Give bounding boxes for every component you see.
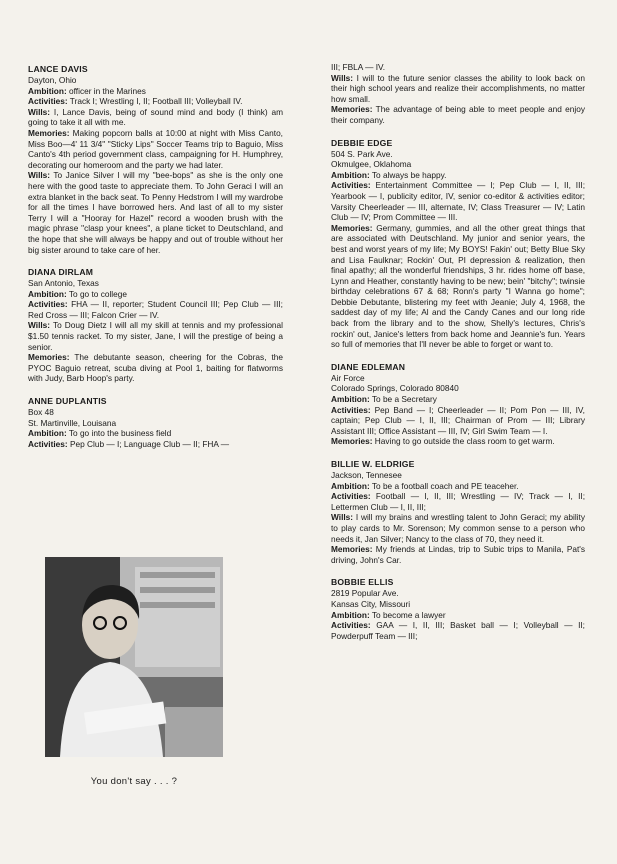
field-text: The debutante season, cheering for the Cobras, the PYOC Baguio retreat, scuba diving at Pool 1, baiting for flatworms with Judy, Barb Hoop's party. <box>28 352 283 384</box>
field-label: Activities: <box>28 299 68 310</box>
field-text: Entertainment Committee — I; Pep Club — I, II, III; Yearbook — I, publicity editor, IV, senior co-editor & activities editor; Varsity Cheerleader — III, alternate, IV; Class Treasurer — IV; Latin Club — IV; Prom Committee — III. <box>331 180 585 223</box>
field-text: GAA — I, II, III; Basket ball — I; Volleyball — II; Powderpuff Team — III; <box>331 620 585 641</box>
field-label: Wills: <box>28 320 51 331</box>
field-label: Memories: <box>28 127 70 138</box>
photo-illustration <box>45 557 223 757</box>
field-text: To go to college <box>66 288 127 299</box>
field-label: Wills: <box>331 72 354 83</box>
photo-caption: You don't say . . . ? <box>90 776 178 787</box>
entry-field <box>28 128 283 170</box>
student-name: DEBBIE EDGE <box>331 137 393 148</box>
field-label: Ambition: <box>28 288 67 299</box>
field-label: Ambition: <box>331 169 370 180</box>
field-label: Activities: <box>331 404 371 415</box>
field-label: Ambition: <box>28 85 67 96</box>
address-line: San Antonio, Texas <box>28 278 99 289</box>
senior-entry <box>28 396 283 449</box>
entry-field <box>331 610 585 621</box>
entry-field <box>28 428 283 439</box>
field-text: Having to go outside the class room to get warm. <box>372 436 555 447</box>
address-line: 2819 Popular Ave. <box>331 588 399 599</box>
entry-field <box>331 544 585 565</box>
senior-entry <box>331 362 585 447</box>
entry-field <box>331 620 585 641</box>
field-text: officer in the Marines <box>66 85 146 96</box>
field-label: Activities: <box>331 180 371 191</box>
entry-field <box>331 170 585 181</box>
field-text: Track I; Wrestling I, II; Football III; Volleyball IV. <box>67 96 243 107</box>
field-text: To be a Secretary <box>369 394 437 405</box>
field-label: Memories: <box>331 436 373 447</box>
field-label: Ambition: <box>28 428 67 439</box>
field-text: To go into the business field <box>66 428 172 439</box>
senior-entry <box>28 64 283 255</box>
field-text: I will my brains and wrestling talent to John Geraci; my ability to play cards to Mr. Sorenson; My common sense to a person who needs it, Jan Silver; Nancy to the class of 70, they need it. <box>331 512 585 544</box>
field-label: Memories: <box>331 222 373 233</box>
field-text: I, Lance Davis, being of sound mind and body (I think) am going to take it all with me. <box>28 106 283 128</box>
student-photo <box>45 557 223 757</box>
address-line: 504 S. Park Ave. <box>331 148 393 159</box>
entry-field <box>28 289 283 300</box>
student-name: ANNE DUPLANTIS <box>28 396 107 407</box>
entry-field <box>331 405 585 437</box>
senior-entry <box>331 577 585 641</box>
field-text: Pep Club — I; Language Club — II; FHA — <box>67 438 230 449</box>
field-text: My friends at Lindas, trip to Subic trips to Manila, Pat's driving, John's Car. <box>331 544 585 565</box>
field-text: To be a football coach and PE teaceher. <box>369 480 519 491</box>
entry-field <box>28 320 283 352</box>
student-name: DIANA DIRLAM <box>28 267 94 278</box>
entry-field <box>331 481 585 492</box>
field-text: To Doug Dietz I will all my skill at tennis and my professional $1.50 tennis racket. To my sister, Jane, I will the prestige of being a senior. <box>28 320 283 352</box>
continuation-paragraph <box>331 62 585 126</box>
field-text: Pep Band — I; Cheerleader — II; Pom Pon — III, IV, captain; Pep Club — I, II, III; Chairman of Prom — III; Library Assistant III; Office Assistant — III, IV; Girl Swim Team — I. <box>331 404 585 436</box>
field-text: To Janice Silver I will my "bee-bops" as she is the only one here with the good taste to appreciate them. To John Geraci I will an extra blanket in the back seat. To Penny Hedstrom I will my wardrobe for all the times I have borrowed hers. And last of all to my sister Terry I will a "Hooray for Hazel" record a wooden brush with the magic phrase "clasp your knees", a plane ticket to Deutschland, and the hope that she will always be happy and out of trouble without her big sister around to take care of her. <box>28 170 283 255</box>
entry-field <box>28 107 283 128</box>
student-name: BILLIE W. ELDRIGE <box>331 459 415 469</box>
entry-field <box>331 512 585 544</box>
entry-field <box>331 491 585 512</box>
entry-field <box>331 394 585 405</box>
entry-field <box>28 352 283 384</box>
field-label: Activities: <box>28 438 68 449</box>
senior-entry <box>331 138 585 350</box>
student-name: BOBBIE ELLIS <box>331 577 394 588</box>
senior-entry <box>28 267 283 384</box>
address-line: Dayton, Ohio <box>28 75 77 85</box>
senior-entry <box>331 459 585 565</box>
field-label: Memories: <box>331 544 373 555</box>
field-label: Wills: <box>28 170 51 181</box>
field-text: I will to the future senior classes the ability to look back on their high school years and realize their accomplishments, no matter how small. <box>331 72 585 104</box>
address-line: Okmulgee, Oklahoma <box>331 159 412 170</box>
entry-field <box>331 436 585 447</box>
field-text: Germany, gummies, and all the other great things that are associated with Deutschland. My junior and senior years, the best and worst years of my life; My BOYS! Fakin' out; Betty Blue Sky and Lisa Faulknar; Rockin' Out, PI depression & realization, then final apathy; all the wonderful friendships, 3 hr. rides home off base, Lynn and Heather, constantly having to be new; bein' "bitchy"; twinsie birthday celebrations 67 & 68; Ronn's party "I Wanna go home"; Debbie Debutante, blistering my feet with Jeanie; July 4, 1968, the saddest day of my life; Al and the Candy Canes and our long ride back from the library and to the show, Shelly's lectures, Chris's rockin' out, Janice's letters from back home and Jeannie's fun. Years so full of memories that I'll never be able to forget or want to. <box>331 222 585 350</box>
right-column <box>331 62 585 653</box>
field-label: Activities: <box>331 620 371 631</box>
field-label: Wills: <box>28 106 51 117</box>
field-label: Memories: <box>28 352 70 363</box>
address-line: Colorado Springs, Colorado 80840 <box>331 383 459 394</box>
entry-field <box>331 180 585 222</box>
address-line: Box 48 <box>28 407 54 418</box>
field-label: Ambition: <box>331 394 370 405</box>
field-text: FHA — II, reporter; Student Council III; Pep Club — III; Red Cross — III; Falcon Crier — IV. <box>28 299 283 320</box>
field-text: Football — I, II, III; Wrestling — IV; Track — I, II; Lettermen Club — I, II, III; <box>331 491 585 512</box>
address-line: Kansas City, Missouri <box>331 598 411 609</box>
entry-field <box>331 223 585 350</box>
field-label: Activities: <box>331 491 371 502</box>
field-text: To become a lawyer <box>369 609 446 620</box>
address-line: Jackson, Tennesee <box>331 470 402 480</box>
entry-field <box>28 96 283 107</box>
field-label: Ambition: <box>331 609 370 620</box>
field-text: The advantage of being able to meet people and enjoy their company. <box>331 104 585 125</box>
left-column <box>28 64 283 461</box>
field-label: Ambition: <box>331 480 370 491</box>
continuation-text: III; FBLA — IV. <box>331 62 386 72</box>
entry-field <box>28 299 283 320</box>
address-line: St. Martinville, Louisana <box>28 417 117 428</box>
entry-field <box>28 170 283 255</box>
field-label: Wills: <box>331 512 354 523</box>
entry-field <box>28 439 283 450</box>
field-label: Activities: <box>28 96 68 107</box>
address-line: Air Force <box>331 372 365 383</box>
field-text: Making popcorn balls at 10:00 at night with Miss Canto, Miss Boo—4' 11 3/4" "Sticky Lips" Soccer Teams trip to Baguio, Miss Canto's 4th period government class, campaigning for H. Humphrey, decorating our homeroom and the party we had later. <box>28 127 283 170</box>
student-name: DIANE EDLEMAN <box>331 361 406 372</box>
entry-field <box>28 86 283 97</box>
student-name: LANCE DAVIS <box>28 64 88 74</box>
field-text: To always be happy. <box>369 169 447 180</box>
field-label: Memories: <box>331 104 373 115</box>
